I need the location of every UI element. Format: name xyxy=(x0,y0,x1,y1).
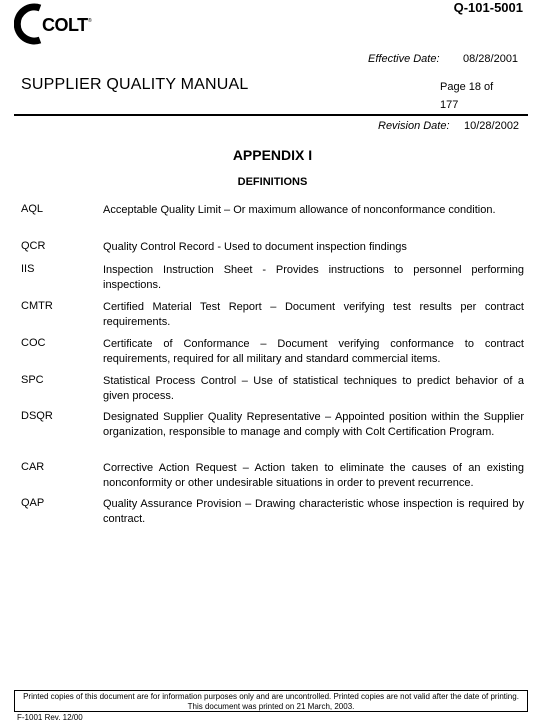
revision-date-value: 10/28/2002 xyxy=(464,120,520,132)
logo-wordmark: COLT xyxy=(42,15,88,35)
svg-text:®: ® xyxy=(88,18,92,24)
definition-term: QCR xyxy=(21,240,46,252)
manual-title: SUPPLIER QUALITY MANUAL xyxy=(21,76,249,93)
print-disclaimer: Printed copies of this document are for information purposes only and are uncontrolled. Printed copies are not valid after the date of printing. This document was printed on 21 March, 2003. xyxy=(14,690,528,712)
header-divider xyxy=(14,114,528,116)
definition-term: CAR xyxy=(21,461,45,473)
definition-term: DSQR xyxy=(21,410,53,422)
definition-term: IIS xyxy=(21,263,35,275)
colt-logo xyxy=(14,2,94,46)
definition-text: Statistical Process Control – Use of statistical techniques to predict behavior of a given process. xyxy=(103,375,524,402)
page-number: Page 18 of xyxy=(440,81,494,93)
definition-term: AQL xyxy=(21,203,44,215)
definition-text: Designated Supplier Quality Representative – Appointed position within the Supplier organization, responsible to manage and comply with Colt Certification Program. xyxy=(103,411,524,438)
definition-term: QAP xyxy=(21,497,45,509)
page-total: 177 xyxy=(440,99,459,111)
form-id: F-1001 Rev. 12/00 xyxy=(17,713,83,722)
definition-term: COC xyxy=(21,337,46,349)
document-number: Q-101-5001 xyxy=(453,0,523,15)
definitions-heading: DEFINITIONS xyxy=(237,176,308,188)
definition-term: SPC xyxy=(21,374,44,386)
definition-text: Corrective Action Request – Action taken to eliminate the causes of an existing nonconformity or other undesirable situations in order to prevent recurrence. xyxy=(103,462,524,489)
definition-text: Quality Control Record - Used to document inspection findings xyxy=(103,241,407,253)
definition-text: Acceptable Quality Limit – Or maximum allowance of nonconformance condition. xyxy=(103,204,496,216)
definition-text: Certificate of Conformance – Document verifying conformance to contract requirements, required for all military and standard commercial items. xyxy=(103,338,524,365)
appendix-heading: APPENDIX I xyxy=(232,147,313,163)
effective-date-label: Effective Date: xyxy=(368,53,440,65)
definition-text: Quality Assurance Provision – Drawing characteristic whose inspection is required by contract. xyxy=(103,498,524,525)
definition-text: Certified Material Test Report – Document verifying test results per contract requirements. xyxy=(103,301,524,328)
effective-date-value: 08/28/2001 xyxy=(463,53,519,65)
revision-date-label: Revision Date: xyxy=(378,120,450,132)
definition-term: CMTR xyxy=(21,300,53,312)
definition-text: Inspection Instruction Sheet - Provides instructions to personnel performing inspections. xyxy=(103,264,524,291)
